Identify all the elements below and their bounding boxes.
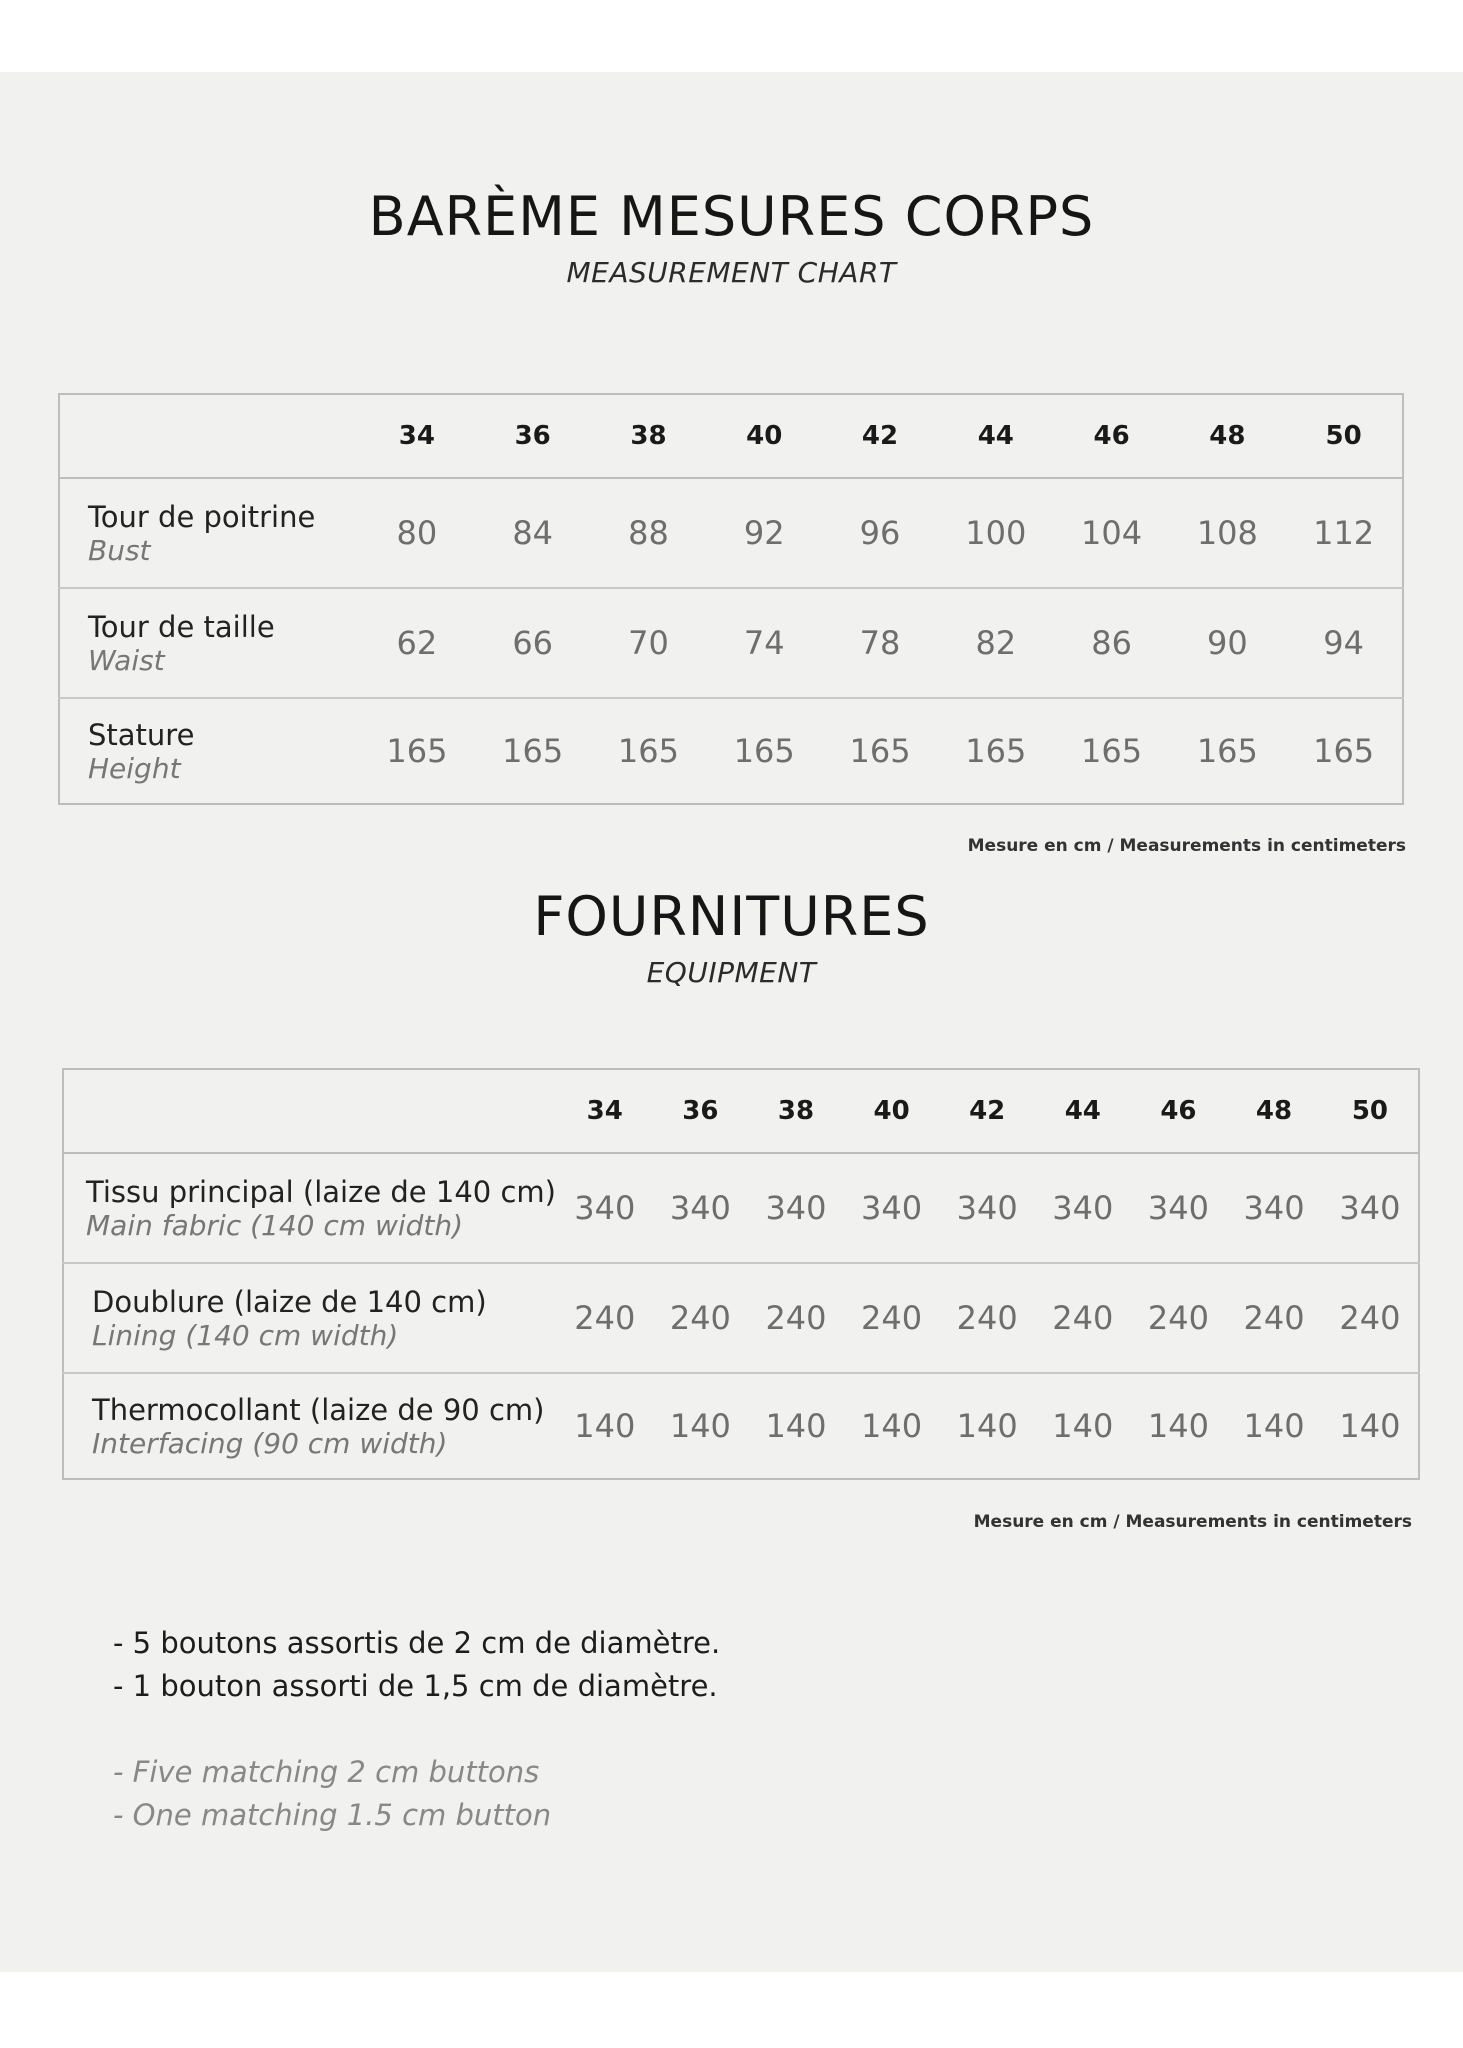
size-header: 36	[653, 1069, 749, 1153]
value-cell: 140	[1147, 1407, 1209, 1445]
value-cell: 66	[475, 588, 591, 698]
value-cell: 240	[1322, 1263, 1419, 1373]
header-blank-cell	[59, 394, 359, 478]
size-header: 44	[1035, 1069, 1131, 1153]
size-header: 42	[822, 394, 938, 478]
value-cell: 340	[1226, 1153, 1322, 1263]
equipment-subtitle: EQUIPMENT	[646, 956, 817, 989]
value-cell: 240	[557, 1263, 653, 1373]
notions-list-en	[113, 1751, 551, 1837]
value-cell: 340	[1322, 1153, 1419, 1263]
row-label-fr: Tour de taille	[88, 609, 275, 644]
value-cell: 104	[1054, 478, 1170, 588]
value-cell: 140	[861, 1407, 923, 1445]
value-cell: 108	[1169, 478, 1285, 588]
row-label-en: Waist	[88, 643, 165, 677]
measurement-table	[58, 393, 1404, 805]
value-cell: 165	[1196, 732, 1258, 770]
row-label	[63, 1153, 557, 1263]
row-label-en: Main fabric (140 cm width)	[86, 1208, 464, 1242]
row-label-en: Interfacing (90 cm width)	[92, 1426, 448, 1460]
row-label-en: Lining (140 cm width)	[92, 1318, 399, 1352]
measurement-title: BARÈME MESURES CORPS	[368, 185, 1095, 248]
value-cell: 340	[653, 1153, 749, 1263]
size-header: 36	[475, 394, 591, 478]
value-cell: 78	[822, 588, 938, 698]
list-item: - 5 boutons assortis de 2 cm de diamètre.	[113, 1626, 721, 1660]
table-row	[59, 478, 1403, 588]
row-label-en: Height	[88, 751, 181, 785]
value-cell: 340	[748, 1153, 844, 1263]
row-label-fr: Thermocollant (laize de 90 cm)	[92, 1392, 545, 1427]
measurement-subtitle: MEASUREMENT CHART	[566, 256, 897, 289]
size-header: 38	[748, 1069, 844, 1153]
value-cell: 340	[939, 1153, 1035, 1263]
value-cell: 165	[1313, 732, 1375, 770]
size-header-row	[59, 394, 1403, 478]
row-label-fr: Tissu principal (laize de 140 cm)	[86, 1174, 556, 1209]
value-cell: 74	[706, 588, 822, 698]
value-cell: 140	[669, 1407, 731, 1445]
value-cell: 240	[1035, 1263, 1131, 1373]
value-cell: 88	[591, 478, 707, 588]
size-header: 38	[591, 394, 707, 478]
value-cell: 140	[574, 1407, 636, 1445]
value-cell: 112	[1285, 478, 1403, 588]
list-item: - 1 bouton assorti de 1,5 cm de diamètre.	[113, 1669, 718, 1703]
value-cell: 165	[502, 732, 564, 770]
table-row	[63, 1263, 1419, 1373]
value-cell: 165	[1081, 732, 1143, 770]
value-cell: 96	[822, 478, 938, 588]
equipment-title: FOURNITURES	[533, 885, 930, 948]
value-cell: 100	[938, 478, 1054, 588]
size-header: 48	[1226, 1069, 1322, 1153]
list-item: - One matching 1.5 cm button	[113, 1798, 552, 1832]
value-cell: 340	[557, 1153, 653, 1263]
size-header: 46	[1054, 394, 1170, 478]
row-label	[59, 588, 359, 698]
value-cell: 240	[748, 1263, 844, 1373]
table-row	[59, 588, 1403, 698]
value-cell: 70	[591, 588, 707, 698]
value-cell: 240	[939, 1263, 1035, 1373]
value-cell: 86	[1054, 588, 1170, 698]
value-cell: 140	[1339, 1407, 1401, 1445]
value-cell: 80	[359, 478, 475, 588]
value-cell: 240	[844, 1263, 940, 1373]
value-cell: 94	[1285, 588, 1403, 698]
row-label-fr: Tour de poitrine	[88, 499, 316, 534]
size-header: 48	[1169, 394, 1285, 478]
size-header-row	[63, 1069, 1419, 1153]
value-cell: 240	[1226, 1263, 1322, 1373]
table-row	[63, 1373, 1419, 1479]
size-header: 34	[557, 1069, 653, 1153]
size-header: 40	[706, 394, 822, 478]
size-header: 40	[844, 1069, 940, 1153]
size-header: 44	[938, 394, 1054, 478]
value-cell: 140	[1052, 1407, 1114, 1445]
size-header: 50	[1285, 394, 1403, 478]
row-label-fr: Stature	[88, 717, 195, 752]
value-cell: 240	[1131, 1263, 1227, 1373]
list-item: - Five matching 2 cm buttons	[113, 1755, 540, 1789]
value-cell: 165	[386, 732, 448, 770]
value-cell: 140	[765, 1407, 827, 1445]
row-label	[63, 1373, 557, 1479]
value-cell: 165	[965, 732, 1027, 770]
value-cell: 84	[475, 478, 591, 588]
value-cell: 340	[1131, 1153, 1227, 1263]
row-label	[63, 1263, 557, 1373]
row-label-fr: Doublure (laize de 140 cm)	[92, 1284, 487, 1319]
size-header: 34	[359, 394, 475, 478]
value-cell: 165	[849, 732, 911, 770]
value-cell: 240	[653, 1263, 749, 1373]
units-note: Mesure en cm / Measurements in centimeters	[967, 836, 1406, 856]
row-label	[59, 478, 359, 588]
notions-list-fr	[113, 1622, 720, 1708]
table-row	[59, 698, 1403, 804]
units-note: Mesure en cm / Measurements in centimeters	[973, 1512, 1412, 1532]
size-header: 50	[1322, 1069, 1419, 1153]
value-cell: 90	[1169, 588, 1285, 698]
value-cell: 92	[706, 478, 822, 588]
table-row	[63, 1153, 1419, 1263]
value-cell: 62	[359, 588, 475, 698]
header-blank-cell	[63, 1069, 557, 1153]
value-cell: 340	[1035, 1153, 1131, 1263]
value-cell: 140	[1243, 1407, 1305, 1445]
value-cell: 140	[956, 1407, 1018, 1445]
value-cell: 82	[938, 588, 1054, 698]
equipment-table	[62, 1068, 1420, 1480]
value-cell: 340	[844, 1153, 940, 1263]
value-cell: 165	[617, 732, 679, 770]
value-cell: 165	[733, 732, 795, 770]
row-label	[59, 698, 359, 804]
size-header: 42	[939, 1069, 1035, 1153]
size-header: 46	[1131, 1069, 1227, 1153]
row-label-en: Bust	[88, 533, 151, 567]
